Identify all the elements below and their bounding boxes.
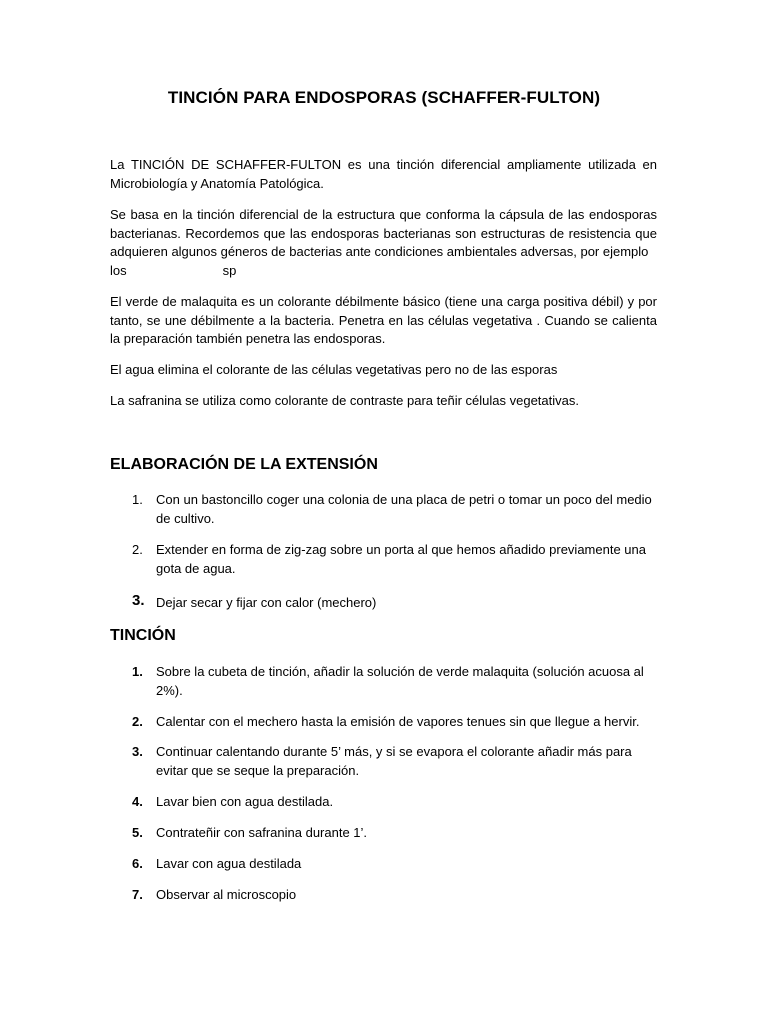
- page-title: TINCIÓN PARA ENDOSPORAS (SCHAFFER-FULTON): [167, 88, 601, 107]
- intro-paragraph-2-text: Se basa en la tinción diferencial de la estructura que conforma la cápsula de las endosporas bacterianas. Recordemos que las endosporas bacterianas son estructuras de resistencia que adquieren algunos géneros de bacterias ante condiciones ambientales adversas, por ejemplo: [110, 207, 657, 259]
- list-item-number: 5.: [132, 825, 143, 840]
- intro-paragraph-3: El verde de malaquita es un colorante débilmente básico (tiene una carga positiva débil) y por tanto, se une débilmente a la bacteria. Penetra en las células vegetativa . Cuando se calienta la preparación también penetra las endosporas.: [110, 294, 657, 346]
- section-heading-tincion: TINCIÓN: [110, 627, 176, 644]
- list-item-number: 1.: [132, 664, 143, 679]
- intro-paragraph-2-word-sp: sp: [222, 262, 237, 278]
- list-item-number: 2.: [132, 714, 143, 729]
- list-item-text: Lavar bien con agua destilada.: [156, 794, 334, 809]
- list-item-text: Calentar con el mechero hasta la emisión de vapores tenues sin que llegue a hervir.: [156, 714, 640, 729]
- list-item-text: Continuar calentando durante 5’ más, y si se evapora el colorante añadir más para evitar que se seque la preparación.: [156, 744, 632, 778]
- list-item-text: Contrateñir con safranina durante 1’.: [156, 825, 368, 840]
- intro-paragraph-2: [110, 206, 657, 280]
- intro-paragraph-2-word-los: los: [110, 262, 127, 278]
- section-heading-elaboracion: ELABORACIÓN DE LA EXTENSIÓN: [110, 456, 378, 473]
- list-item-number: 4.: [132, 794, 143, 809]
- list-item-text: Dejar secar y fijar con calor (mechero): [156, 595, 377, 610]
- intro-paragraph-4: El agua elimina el colorante de las células vegetativas pero no de las esporas: [110, 362, 558, 377]
- list-item-text: Lavar con agua destilada: [156, 856, 302, 871]
- list-item-number: 3.: [132, 592, 145, 609]
- list-item-text: Con un bastoncillo coger una colonia de una placa de petri o tomar un poco del medio de cultivo.: [156, 492, 652, 526]
- list-item-number: 1.: [132, 492, 143, 507]
- list-item-text: Sobre la cubeta de tinción, añadir la solución de verde malaquita (solución acuosa al 2%).: [156, 664, 644, 698]
- list-item-text: Observar al microscopio: [156, 887, 297, 902]
- list-item-number: 6.: [132, 856, 143, 871]
- list-item-number: 2.: [132, 542, 143, 557]
- intro-paragraph-1: La TINCIÓN DE SCHAFFER-FULTON es una tinción diferencial ampliamente utilizada en Microbiología y Anatomía Patológica.: [110, 157, 657, 191]
- intro-paragraph-5: La safranina se utiliza como colorante de contraste para teñir células vegetativas.: [110, 393, 579, 408]
- list-item-number: 3.: [132, 744, 143, 759]
- list-item-number: 7.: [132, 887, 143, 902]
- list-item-text: Extender en forma de zig-zag sobre un porta al que hemos añadido previamente una gota de agua.: [156, 542, 646, 576]
